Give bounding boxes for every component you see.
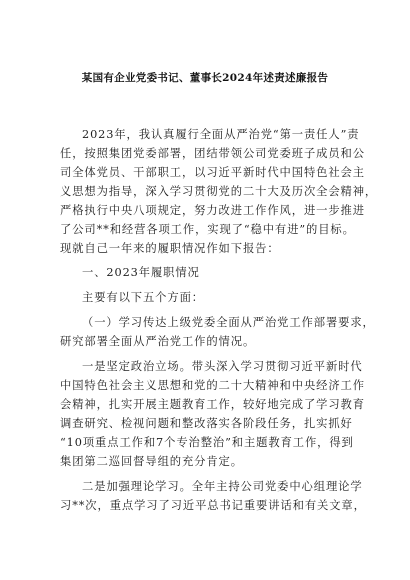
paragraph-line: “10项重点工作和7个专治整治”和主题教育工作，得到	[60, 436, 354, 449]
subsection-heading: （一）学习传达上级党委全面从严治党工作部署要求，	[82, 316, 375, 329]
section-heading: 一、2023年履职情况	[82, 266, 200, 279]
paragraph-line: 司全体党员、干部职工，以习近平新时代中国特色社会主	[60, 166, 365, 179]
paragraph-line: 义思想为指导，深入学习贯彻党的二十大及历次全会精神，	[60, 185, 378, 198]
paragraph-line: 一是坚定政治立场。带头深入学习贯彻习近平新时代	[82, 360, 363, 373]
paragraph-line: 任，按照集团党委部署，团结带领公司党委班子成员和公	[60, 147, 365, 160]
paragraph-line: 现就自己一年来的履职情况作如下报告：	[60, 242, 280, 255]
paragraph-line: 了公司**和经营各项工作，实现了“稳中有进”的目标。	[60, 223, 355, 236]
paragraph-line: 严格执行中央八项规定，努力改进工作作风，进一步推进	[60, 204, 365, 217]
document-title: 某国有企业党委书记、董事长2024年述责述廉报告	[81, 72, 329, 84]
paragraph-line: 会精神，扎实开展主题教育工作，较好地完成了学习教育	[60, 398, 365, 411]
paragraph-line: 主要有以下五个方面：	[82, 291, 204, 304]
subsection-heading-cont: 研究部署全面从严治党工作的情况。	[60, 335, 256, 348]
paragraph-line: 习**次，重点学习了习近平总书记重要讲话和有关文章，	[60, 499, 366, 512]
paragraph-line: 二是加强理论学习。全年主持公司党委中心组理论学	[82, 480, 363, 493]
paragraph-line: 中国特色社会主义思想和党的二十大精神和中央经济工作	[60, 379, 365, 392]
paragraph-line: 2023年，我认真履行全面从严治党“第一责任人”责	[82, 128, 360, 141]
paragraph-line: 集团第二巡回督导组的充分肯定。	[60, 455, 243, 468]
paragraph-line: 调查研究、检视问题和整改落实各阶段任务，扎实抓好	[60, 417, 353, 430]
